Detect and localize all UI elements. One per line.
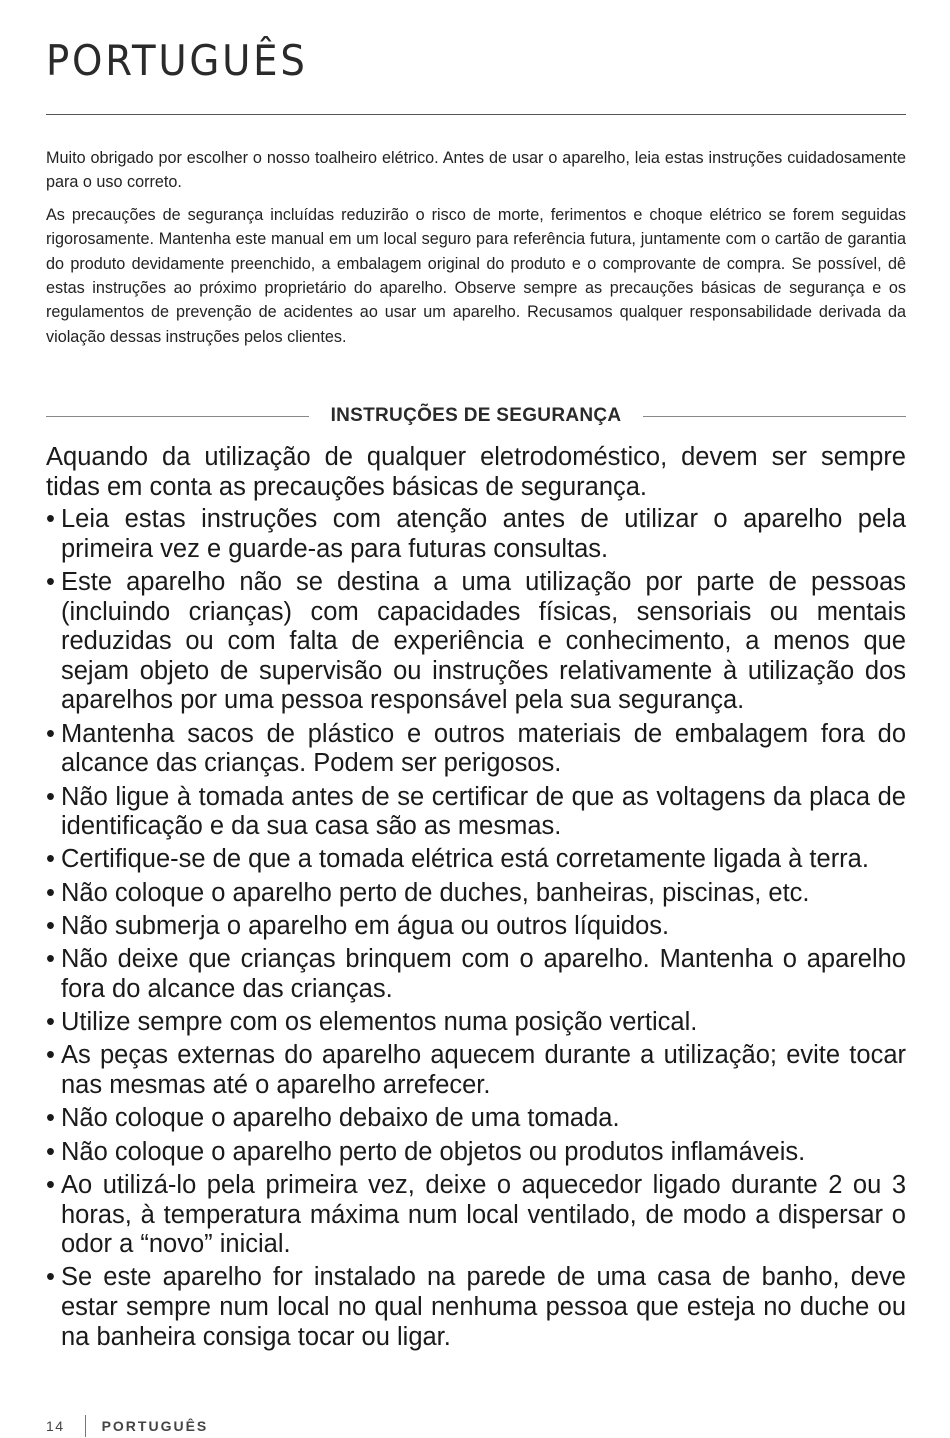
safety-item	[46, 1138, 906, 1168]
bullet-icon: •	[46, 878, 55, 907]
safety-item	[46, 1171, 906, 1260]
safety-item-text: Não ligue à tomada antes de se certificar de que as voltagens da placa de identificação e da sua casa são as mesmas.	[61, 782, 906, 841]
safety-item	[46, 912, 906, 942]
safety-item	[46, 505, 906, 564]
intro-paragraph-2: As precauções de segurança incluídas reduzirão o risco de morte, ferimentos e choque elétrico se forem seguidas rigorosamente. Mantenha este manual em um local seguro para referência futura, juntamente com o cartão de garantia do produto devidamente preenchido, a embalagem original do produto e o comprovante de compra. Se possível, dê estas instruções ao próximo proprietário do aparelho. Observe sempre as precauções básicas de segurança e os regulamentos de prevenção de acidentes ao usar um aparelho. Recusamos qualquer responsabilidade derivada da violação dessas instruções pelos clientes.	[46, 205, 906, 346]
bullet-icon: •	[46, 912, 55, 941]
safety-item-text: Não coloque o aparelho debaixo de uma tomada.	[61, 1104, 620, 1133]
page-number: 14	[46, 1418, 65, 1434]
safety-item-text: Mantenha sacos de plástico e outros materiais de embalagem fora do alcance das crianças. Podem ser perigosos.	[61, 719, 906, 778]
bullet-icon: •	[46, 1104, 55, 1133]
bullet-icon: •	[46, 945, 55, 974]
bullet-icon: •	[46, 1170, 55, 1199]
bullet-icon: •	[46, 1008, 55, 1037]
safety-item	[46, 1263, 906, 1352]
safety-item-text: Ao utilizá-lo pela primeira vez, deixe o aquecedor ligado durante 2 ou 3 horas, à temperatura máxima num local ventilado, de modo a dispersar o odor a “novo” inicial.	[61, 1170, 906, 1259]
safety-item-text: As peças externas do aparelho aquecem durante a utilização; evite tocar nas mesmas até o aparelho arrefecer.	[61, 1041, 906, 1100]
safety-item-text: Se este aparelho for instalado na parede de uma casa de banho, deve estar sempre num local no qual nenhuma pessoa que esteja no duche ou na banheira consiga tocar ou ligar.	[61, 1263, 906, 1351]
safety-item	[46, 845, 906, 875]
section-heading-label: INSTRUÇÕES DE SEGURANÇA	[330, 405, 622, 426]
safety-item	[46, 879, 906, 909]
safety-item-text: Este aparelho não se destina a uma utilização por parte de pessoas (incluindo crianças) com capacidades físicas, sensoriais ou mentais reduzidas ou com falta de experiência e conhecimento, a menos que sejam objeto de supervisão ou instruções relativamente à utilização dos aparelhos por uma pessoa responsável pela sua segurança.	[61, 568, 906, 715]
bullet-icon: •	[46, 1263, 55, 1292]
bullet-icon: •	[46, 568, 55, 597]
safety-item-text: Não coloque o aparelho perto de duches, banheiras, piscinas, etc.	[61, 878, 810, 907]
safety-item	[46, 568, 906, 716]
safety-item-text: Não submerja o aparelho em água ou outros líquidos.	[61, 912, 670, 941]
safety-item	[46, 1104, 906, 1134]
section-heading	[46, 402, 906, 430]
safety-item-text: Não coloque o aparelho perto de objetos ou produtos inflamáveis.	[61, 1137, 806, 1166]
bullet-icon: •	[46, 1137, 55, 1166]
bullet-icon: •	[46, 845, 55, 874]
safety-item	[46, 1008, 906, 1038]
safety-item	[46, 783, 906, 842]
safety-item	[46, 720, 906, 779]
safety-item	[46, 1041, 906, 1100]
safety-instructions	[46, 443, 906, 1356]
page-footer	[46, 1414, 208, 1438]
safety-item	[46, 945, 906, 1004]
safety-lead: Aquando da utilização de qualquer eletrodoméstico, devem ser sempre tidas em conta as precauções básicas de segurança.	[46, 443, 906, 501]
intro-section	[46, 146, 906, 349]
page-title: PORTUGUÊS	[46, 36, 308, 85]
safety-item-text: Leia estas instruções com atenção antes de utilizar o aparelho pela primeira vez e guarde-as para futuras consultas.	[61, 505, 906, 563]
safety-item-text: Utilize sempre com os elementos numa posição vertical.	[61, 1008, 698, 1037]
bullet-icon: •	[46, 505, 55, 534]
safety-item-text: Certifique-se de que a tomada elétrica está corretamente ligada à terra.	[61, 845, 869, 874]
safety-list	[46, 505, 906, 1352]
bullet-icon: •	[46, 1041, 55, 1070]
title-divider	[46, 114, 906, 115]
heading-rule-right	[643, 416, 906, 417]
safety-item-text: Não deixe que crianças brinquem com o aparelho. Mantenha o aparelho fora do alcance das crianças.	[61, 945, 906, 1003]
footer-section-name: PORTUGUÊS	[101, 1418, 209, 1434]
heading-rule-left	[46, 416, 309, 417]
intro-paragraph-1: Muito obrigado por escolher o nosso toalheiro elétrico. Antes de usar o aparelho, leia estas instruções cuidadosamente para o uso correto.	[46, 149, 906, 192]
bullet-icon: •	[46, 719, 55, 748]
bullet-icon: •	[46, 782, 55, 811]
